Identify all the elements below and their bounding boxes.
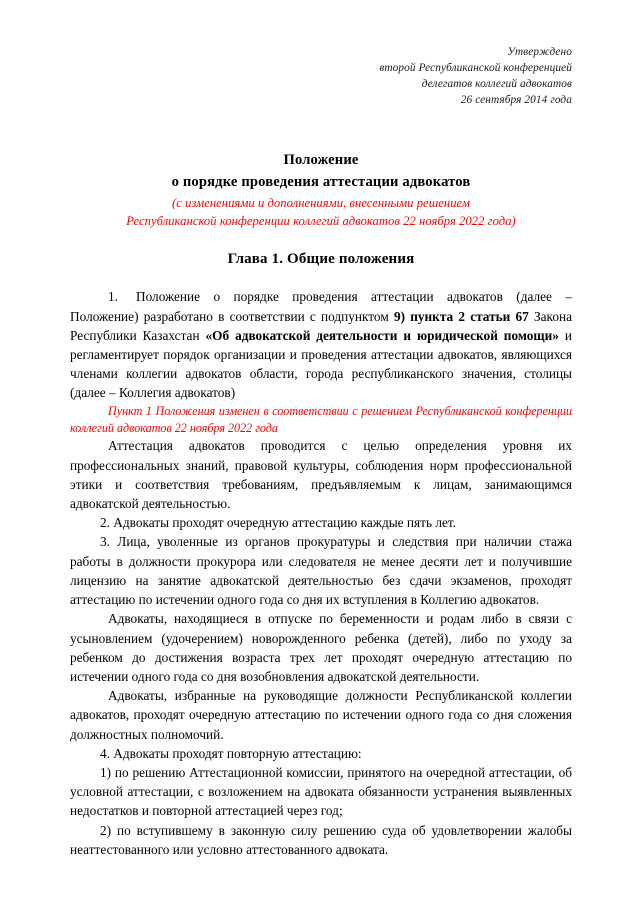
page-title: Положение xyxy=(283,152,359,169)
paragraph-1 xyxy=(70,287,572,402)
paragraph-1-bold-b: «Об адвокатской деятельности и юридической помощи» xyxy=(205,327,559,343)
paragraph-1-text-c: и регламентирует порядок организации и проведения аттестации адвокатов, являющихся членами коллегии адвокатов области, города республиканского значения, столицы (далее – Коллегия адвокатов) xyxy=(70,327,572,401)
paragraph-3: 2. Адвокаты проходят очередную аттестацию каждые пять лет. xyxy=(100,515,457,531)
paragraph-1-number: 1. xyxy=(108,289,118,305)
chapter-heading: Глава 1. Общие положения xyxy=(227,251,415,268)
paragraph-1-text-b: Закона Республики Казахстан xyxy=(70,308,573,343)
paragraph-9: 2) по вступившему в законную силу решению суда об удовлетворении жалобы неаттестованного или условно аттестованного адвоката. xyxy=(70,822,572,857)
amendment-note xyxy=(70,194,572,231)
paragraph-5: Адвокаты, находящиеся в отпуске по беременности и родам либо в связи с усыновлением (удочерением) новорожденного ребенка (детей), либо по уходу за ребенком до достижения возраста трех лет проходят очередную аттестацию по истечении одного года со дня возобновления адвокатской деятельности. xyxy=(70,611,572,684)
amendment-note-line-2: Республиканской конференции коллегий адвокатов 22 ноября 2022 года) xyxy=(126,214,516,229)
document-body xyxy=(70,287,572,859)
approval-header xyxy=(70,44,572,108)
approval-line-4: 26 сентября 2014 года xyxy=(460,94,572,107)
paragraph-1-text-a: Положение о порядке проведения аттестации адвокатов (далее – Положение) разработано в соответствии с подпунктом xyxy=(70,289,572,324)
paragraph-7: 4. Адвокаты проходят повторную аттестацию: xyxy=(100,745,362,761)
approval-line-1: Утверждено xyxy=(507,46,572,58)
page-subtitle: о порядке проведения аттестации адвокатов xyxy=(171,174,471,191)
paragraph-6: Адвокаты, избранные на руководящие должности Республиканской коллегии адвокатов, проходят очередную аттестацию по истечении одного года со дня сложения должностных полномочий. xyxy=(70,688,572,742)
paragraph-8: 1) по решению Аттестационной комиссии, принятого на очередной аттестации, об условной аттестации, с возложением на адвоката обязанности устранения выявленных недостатков и повторной аттестацией через год; xyxy=(70,764,572,819)
paragraph-2: Аттестация адвокатов проводится с целью определения уровня их профессиональных знаний, правовой культуры, соблюдения норм профессиональной этики и соответствия требованиям, предъявляемым к лицам, занимающимся адвокатской деятельностью. xyxy=(70,438,572,512)
title-block xyxy=(70,150,572,230)
amendment-note-paragraph-1: Пункт 1 Положения изменен в соответствии с решением Республиканской конференции коллегий адвокатов 22 ноября 2022 года xyxy=(70,403,572,435)
paragraph-1-bold-a: 9) пункта 2 статьи 67 xyxy=(393,308,529,324)
paragraph-4: 3. Лица, уволенные из органов прокуратуры и следствия при наличии стажа работы в должности прокурора или следователя не менее десяти лет и получившие лицензию на занятие адвокатской деятельностью без сдачи экзаменов, проходят аттестацию по истечении одного года со дня их вступления в Коллегию адвокатов. xyxy=(70,534,572,608)
approval-line-2: второй Республиканской конференцией xyxy=(379,62,572,75)
amendment-note-line-1: (с изменениями и дополнениями, внесенными решением xyxy=(172,195,470,210)
approval-line-3: делегатов коллегий адвокатов xyxy=(421,78,572,91)
